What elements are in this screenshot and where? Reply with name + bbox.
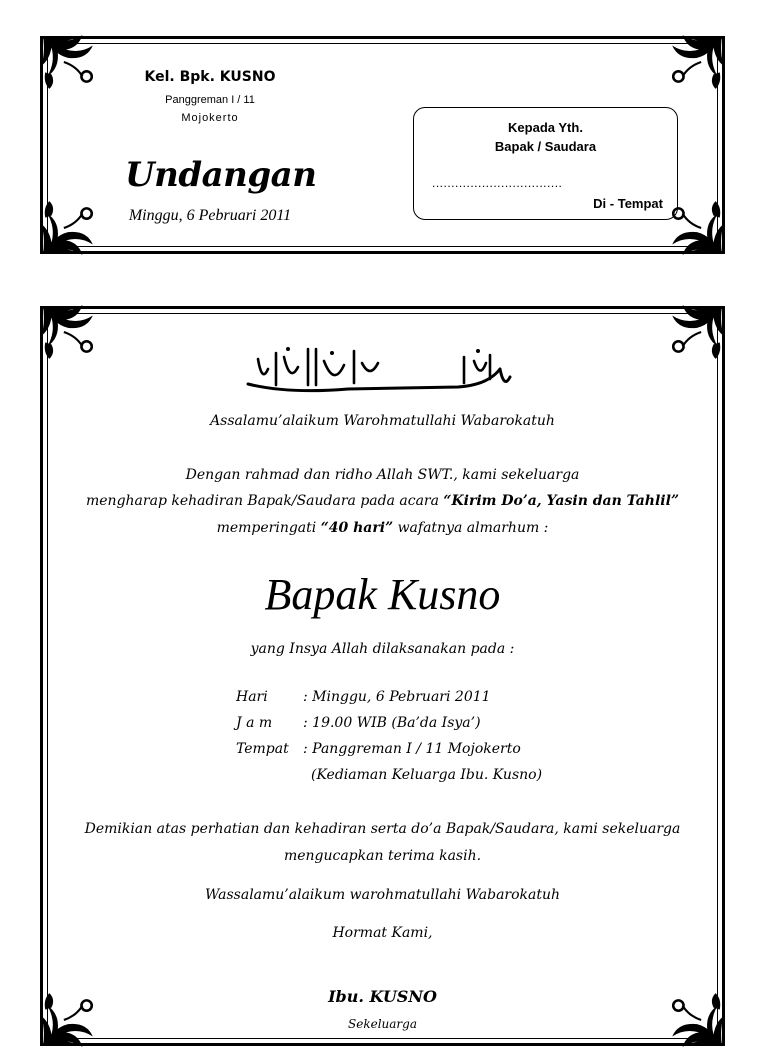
corner-ornament-icon (666, 197, 728, 259)
body-line-2 (43, 493, 722, 509)
detail-value: : 19.00 WIB (Ba’da Isya’) (303, 715, 481, 731)
body-line-3-suffix: wafatnya almarhum : (393, 520, 549, 536)
corner-ornament-icon (37, 197, 99, 259)
deceased-name: Bapak Kusno (264, 570, 501, 619)
sender-name: Kel. Bpk. KUSNO (144, 69, 276, 85)
detail-label: J a m (236, 715, 273, 731)
location-note: (Kediaman Keluarga Ibu. Kusno) (311, 767, 543, 783)
detail-value: : Minggu, 6 Pebruari 2011 (303, 689, 491, 705)
detail-value: : Panggreman I / 11 Mojokerto (303, 741, 521, 757)
invitation-card (40, 306, 725, 1046)
closing-line-1: Demikian atas perhatian dan kehadiran serta do’a Bapak/Saudara, kami sekeluarga (84, 821, 681, 837)
held-on-line: yang Insya Allah dilaksanakan pada : (250, 641, 515, 657)
envelope-title: Undangan (125, 155, 317, 195)
detail-label: Tempat (236, 741, 289, 757)
sender-address-line2: Mojokerto (181, 112, 239, 124)
regards: Hormat Kami, (332, 925, 433, 941)
body-line-3-prefix: memperingati (216, 520, 321, 536)
envelope-date: Minggu, 6 Pebruari 2011 (128, 207, 292, 224)
sender-address-line1: Panggreman I / 11 (165, 94, 255, 106)
body-line-3 (43, 520, 722, 536)
closing-line-2: mengucapkan terima kasih. (283, 848, 482, 864)
corner-ornament-icon (37, 301, 99, 363)
recipient-line2: Bapak / Saudara (494, 139, 597, 154)
corner-ornament-icon (666, 31, 728, 93)
recipient-line1: Kepada Yth. (508, 120, 583, 135)
closing-greeting: Wassalamu’alaikum warohmatullahi Wabarokatuh (204, 887, 561, 903)
envelope-card (40, 36, 725, 254)
body-line-1: Dengan rahmad dan ridho Allah SWT., kami sekeluarga (185, 467, 580, 483)
recipient-address-box (413, 107, 678, 220)
signatory-name: Ibu. KUSNO (328, 987, 437, 1006)
detail-label: Hari (236, 689, 268, 705)
recipient-blank-line: .................................. (432, 176, 563, 190)
body-line-2-text: mengharap kehadiran Bapak/Saudara pada acara (86, 493, 444, 509)
mourning-period: “40 hari” (320, 520, 394, 536)
corner-ornament-icon (37, 31, 99, 93)
signatory-sub: Sekeluarga (348, 1017, 417, 1031)
corner-ornament-icon (37, 989, 99, 1051)
opening-greeting: Assalamu’alaikum Warohmatullahi Wabarokatuh (210, 413, 555, 429)
corner-ornament-icon (666, 301, 728, 363)
basmalah-calligraphy-icon (228, 339, 518, 399)
recipient-place: Di - Tempat (593, 196, 663, 211)
event-name: “Kirim Do’a, Yasin dan Tahlil” (443, 493, 679, 509)
